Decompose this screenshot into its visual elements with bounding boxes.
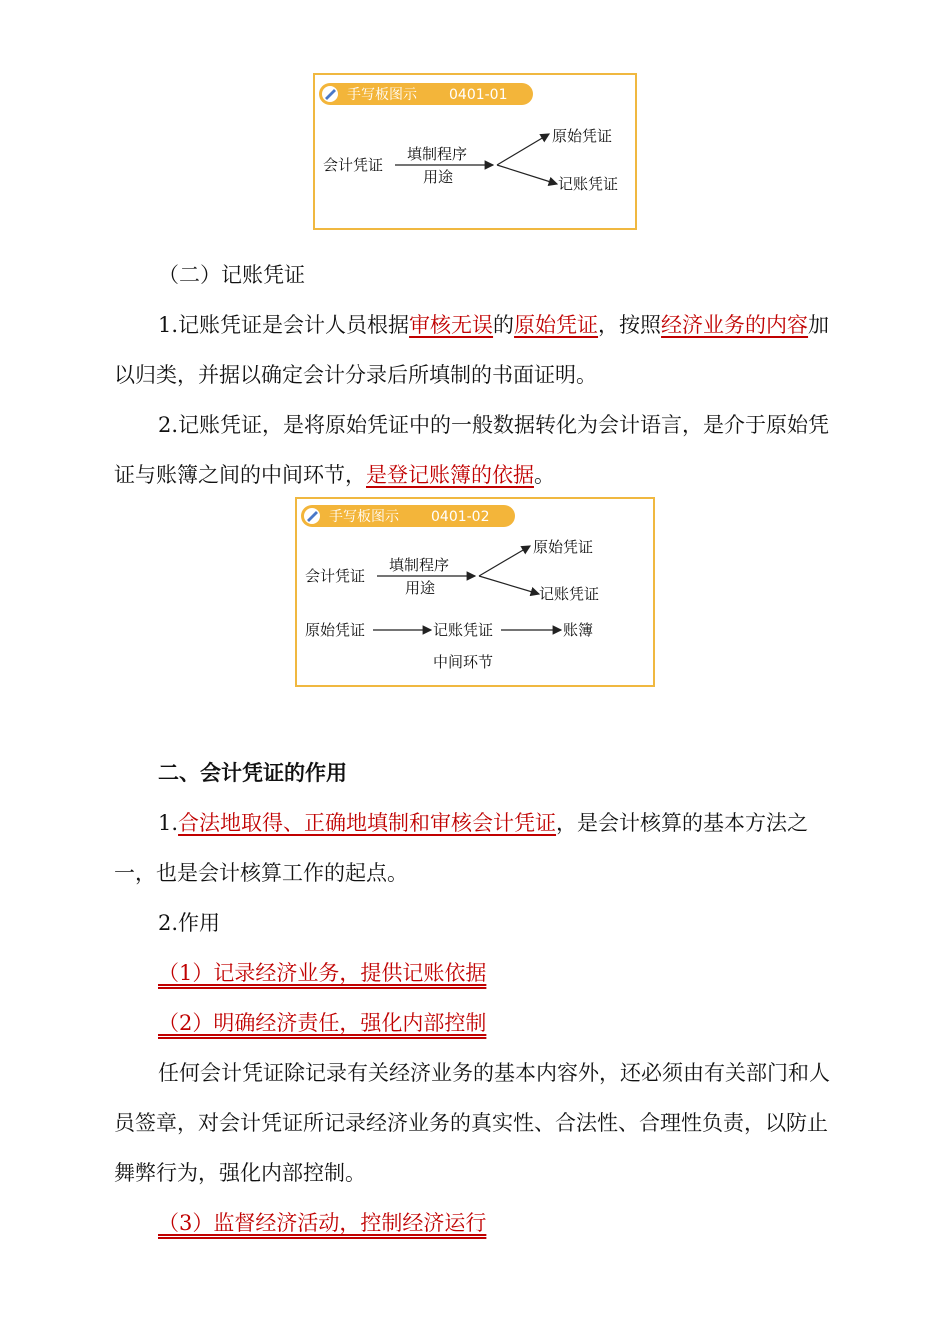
list-item-2-text: （2）明确经济责任，强化内部控制 <box>158 1011 487 1035</box>
chain-node-2: 记账凭证 <box>433 621 494 639</box>
p1-e: ，按照 <box>598 313 662 337</box>
p1-g: 加以归类，并据以确定会计分录后所填制的书面证明。 <box>114 313 830 387</box>
source-node: 会计凭证 <box>305 567 366 585</box>
branch-arrow-lower <box>479 576 539 594</box>
p1-a: 1.记账凭证是会计人员根据 <box>158 313 410 337</box>
badge-code: 0401-01 <box>449 87 508 103</box>
badge-label: 手写板图示 <box>329 509 399 525</box>
p3-highlight: 合法地取得、正确地填制和审核会计凭证 <box>178 811 557 835</box>
section-2-heading <box>114 748 844 798</box>
list-item-3 <box>114 1198 844 1248</box>
arrow-label-top: 填制程序 <box>407 145 468 163</box>
branch-upper-node: 原始凭证 <box>533 538 594 556</box>
paragraph-4 <box>114 898 844 948</box>
p3-a: 1. <box>158 811 179 835</box>
list-item-3-text: （3）监督经济活动，控制经济运行 <box>158 1211 487 1235</box>
diagram-0401-02 <box>295 497 655 687</box>
branch-upper-node: 原始凭证 <box>552 127 613 145</box>
subsection-heading-text: （二）记账凭证 <box>158 263 305 287</box>
badge-code: 0401-02 <box>431 509 490 525</box>
p1-highlight-3: 经济业务的内容 <box>661 313 809 337</box>
arrow-label-top: 填制程序 <box>389 556 450 574</box>
paragraph-1 <box>114 300 844 400</box>
arrow-label-bottom: 用途 <box>423 168 454 186</box>
section-2-heading-text: 二、会计凭证的作用 <box>158 760 347 785</box>
branch-arrow-upper <box>497 134 549 165</box>
diagram-0401-02-graphic <box>297 499 657 689</box>
subsection-heading <box>114 250 844 300</box>
p2-c: 。 <box>534 463 555 487</box>
chain-node-1: 原始凭证 <box>305 621 366 639</box>
list-item-1 <box>114 948 844 998</box>
list-item-1-text: （1）记录经济业务，提供记账依据 <box>158 961 487 985</box>
source-node: 会计凭证 <box>323 156 384 174</box>
p2-a: 2.记账凭证，是将原始凭证中的一般数据转化为会计语言，是介于原始凭证与账簿之间的中间环节， <box>114 413 830 487</box>
paragraph-5 <box>114 1048 844 1198</box>
p5-text: 任何会计凭证除记录有关经济业务的基本内容外，还必须由有关部门和人员签章，对会计凭证所记录经济业务的真实性、合法性、合理性负责，以防止舞弊行为，强化内部控制。 <box>114 1061 830 1185</box>
p1-highlight-1: 审核无误 <box>409 313 494 337</box>
arrow-label-bottom: 用途 <box>405 579 436 597</box>
diagram-0401-01 <box>313 73 637 230</box>
p2-highlight: 是登记账簿的依据 <box>366 463 534 487</box>
branch-arrow-upper <box>479 546 530 576</box>
p1-c: 的 <box>493 313 515 337</box>
branch-lower-node: 记账凭证 <box>539 585 600 603</box>
p4-text: 2.作用 <box>158 911 221 935</box>
paragraph-2 <box>114 400 844 500</box>
p1-highlight-2: 原始凭证 <box>514 313 599 337</box>
list-item-2 <box>114 998 844 1048</box>
chain-node-3: 账簿 <box>563 621 594 639</box>
paragraph-3 <box>114 798 844 898</box>
chain-caption: 中间环节 <box>433 653 494 671</box>
p3-c: ，是会计核算的基本方法之一，也是会计核算工作的起点。 <box>114 811 809 885</box>
branch-arrow-lower <box>497 165 557 184</box>
badge-label: 手写板图示 <box>347 87 417 103</box>
branch-lower-node: 记账凭证 <box>558 175 619 193</box>
diagram-0401-01-graphic <box>315 75 639 232</box>
